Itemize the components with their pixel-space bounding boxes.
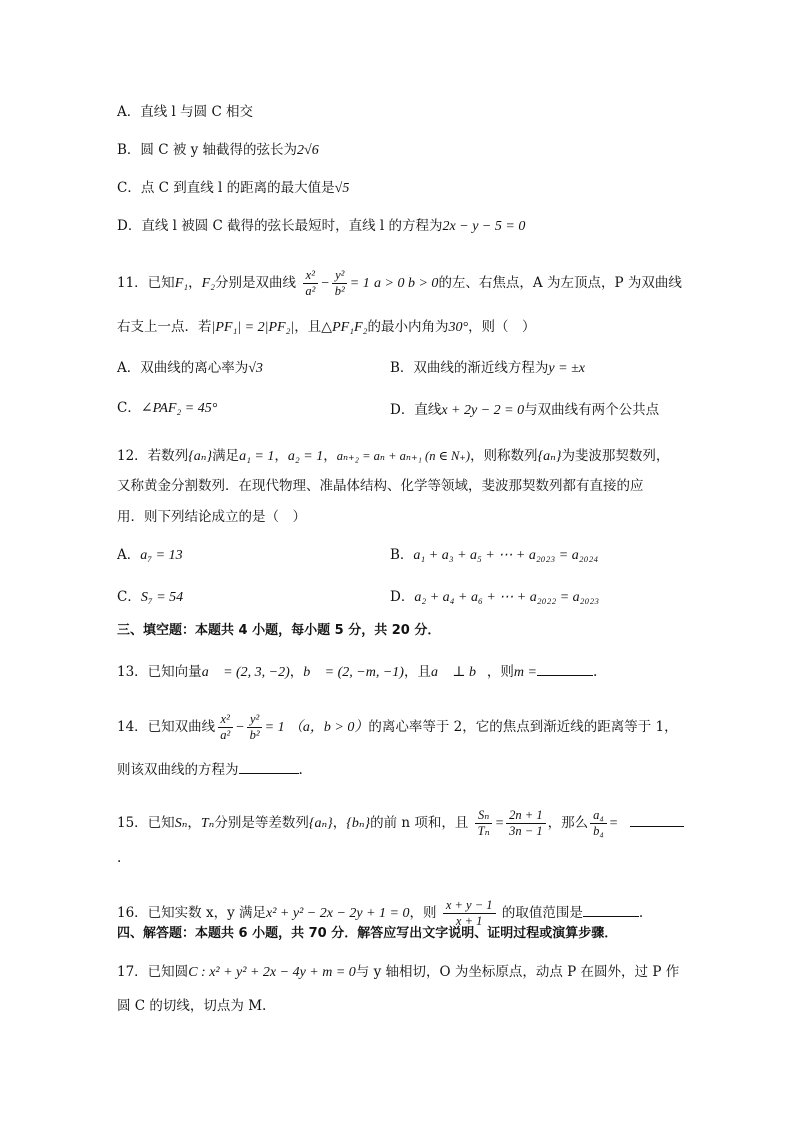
section-3-heading: 三、填空题：本题共 4 小题，每小题 5 分，共 20 分．: [117, 623, 441, 638]
q14-stem-line2: [117, 760, 303, 780]
q12-recurrence: aₙ₊₂ = aₙ + aₙ₊₁ (n ∈ N₊): [336, 449, 471, 463]
q17-text: 圆 C 的切线，切点为 M.: [117, 998, 267, 1014]
q11-text: ，且: [294, 319, 322, 335]
q15-eq: =: [608, 816, 619, 831]
q12-text: ，: [274, 448, 288, 464]
q15-bn: {bₙ}: [346, 816, 371, 831]
q11-option-d-rest: 与双曲线有两个公共点: [524, 402, 660, 418]
q11-option-b-text: B．双曲线的渐近线方程为: [390, 360, 549, 376]
q10-option-a: [117, 102, 253, 122]
q10-option-d-text: D．直线 l 被圆 C 截得的弦长最短时，直线 l 的方程为: [117, 218, 443, 234]
q10-option-c: [117, 178, 349, 199]
q12-text: 又称黄金分割数列．在现代物理、准晶体结构、化学等领域，斐波那契数列都有直接的应: [117, 478, 644, 494]
q11-text: 右支上一点．若: [117, 319, 212, 335]
q17-stem-line2: [117, 996, 266, 1016]
q11-stem-line2: [117, 317, 536, 338]
q14-text: 则该双曲线的方程为: [117, 762, 239, 778]
q14-cond: （a，b > 0）: [288, 720, 369, 735]
q13-m: m =: [513, 665, 537, 680]
q15-text: ，: [187, 815, 201, 831]
q10-option-d-math: 2x − y − 5 = 0: [442, 219, 526, 234]
q15-an: {aₙ}: [308, 816, 333, 831]
q15-trailing-dot: .: [117, 850, 122, 866]
q11-option-d: [390, 400, 659, 421]
q16-text: 的取值范围是: [501, 905, 583, 921]
q10-option-d: [117, 216, 525, 237]
q11-option-b-math: y = ±x: [548, 361, 585, 376]
q17-text: 17．已知圆: [117, 964, 189, 980]
q12-option-c-math: S₇ = 54: [140, 590, 184, 605]
q10-option-a-text: A．直线 l 与圆 C 相交: [117, 104, 254, 120]
q11-text: 的最小内角为: [367, 319, 449, 335]
q16-frac: $\frac{x + y - 1}{x + 1}$: [443, 898, 496, 929]
q12-seq2: {aₙ}: [537, 449, 562, 464]
q17-eq: C : x² + y² + 2x − 4y + m = 0: [188, 965, 356, 980]
q11-triangle: △PF₁F₂: [321, 320, 368, 335]
q11-angle: 30°: [448, 320, 469, 335]
q10-option-c-text: C．点 C 到直线 l 的距离的最大值是: [117, 180, 335, 196]
q12-text: ，则称数列: [470, 448, 538, 464]
q11-option-b: [390, 358, 585, 379]
q11-option-c-math: ∠PAF₂ = 45°: [140, 401, 218, 416]
q16-text: .: [638, 905, 644, 921]
q14-text: .: [298, 762, 303, 778]
q12-option-c-text: C．: [117, 589, 141, 605]
q15-answer-blank[interactable]: [630, 814, 684, 827]
q11-option-a-math: √3: [248, 361, 263, 376]
q15-stem: 15．已知Sₙ，Tₙ分别是等差数列{aₙ}，{bₙ}的前 n 项和，且 $\frac{\text{Sₙ}}{\text{Tₙ}}$ = $\frac{2n + 1}{3n - 1}$ ，那么 $\frac{\text{a₄}}{\text{b₄}}$ =: [117, 808, 684, 839]
q10-option-b-math: 2√6: [297, 143, 319, 158]
q13-vector-b: b⃗ = (2, −m, −1): [303, 665, 404, 680]
q17-text: 与 y 轴相切，O 为坐标原点，动点 P 在圆外，过 P 作: [355, 964, 680, 980]
q12-text: 12．若数列: [117, 448, 189, 464]
q13-answer-blank[interactable]: [537, 663, 593, 676]
q14-stem-line1: 14．已知双曲线 $\frac{\text{x²}}{\text{a²}}$ − $\frac{\text{y²}}{\text{b²}}$ = 1 （a，b > 0）的离心率等于 2，它的焦点到渐近线的距离等于 1，: [117, 712, 678, 742]
q11-text: 分别是双曲线: [215, 275, 297, 291]
q11-text: 11．已知: [117, 275, 175, 291]
q14-answer-blank[interactable]: [239, 761, 299, 774]
q12-option-c: [117, 587, 183, 608]
q15-s: Sₙ: [174, 816, 188, 831]
q14-frac-y: $\frac{\text{y²}}{\text{b²}}$: [247, 712, 263, 743]
q13-perp: a⃗ ⊥ b⃗: [430, 665, 487, 680]
q11-cond2: |PF₁| = 2|PF₂|: [211, 320, 295, 335]
q13-text: .: [592, 664, 598, 680]
q11-text: ，: [188, 275, 202, 291]
q15-text: 的前 n 项和，且: [370, 815, 469, 831]
q12-stem-line2: [117, 476, 644, 496]
q12-option-b: [390, 545, 598, 566]
q12-option-a-text: A．: [117, 547, 141, 563]
q11-f1: F₁: [174, 276, 189, 291]
q14-frac-x: $\frac{\text{x²}}{\text{a²}}$: [217, 712, 233, 743]
q13-text: ，且: [403, 664, 431, 680]
q12-option-d-text: D．: [390, 589, 415, 605]
q12-stem-line3: [117, 507, 306, 527]
q14-text: 14．已知双曲线: [117, 719, 216, 735]
q10-option-b-text: B．圆 C 被 y 轴截得的弦长为: [117, 142, 298, 158]
q11-cond: a > 0 b > 0: [374, 276, 439, 291]
q15-frac-st: $\frac{\text{Sₙ}}{\text{Tₙ}}$: [475, 808, 493, 839]
q10-option-c-math: √5: [334, 181, 350, 196]
q15-text: ，: [332, 815, 347, 831]
q13-stem: [117, 662, 597, 683]
q11-option-c-text: C．: [117, 400, 141, 416]
q16-eq: x² + y² − 2x − 2y + 1 = 0: [266, 906, 410, 921]
q11-option-c: [117, 398, 217, 419]
q16-text: 16．已知实数 x，y 满足: [117, 905, 267, 921]
q15-text: 分别是等差数列: [214, 815, 309, 831]
section-4-heading: 四、解答题：本题共 6 小题，共 70 分．解答应写出文字说明、证明过程或演算步骤．: [117, 926, 618, 941]
q11-option-a: [117, 358, 263, 379]
q15-text: ，那么: [547, 815, 589, 831]
q12-a2: a₂ = 1: [287, 449, 324, 464]
q15-frac-n: $\frac{2n + 1}{3n - 1}$: [506, 808, 545, 839]
q12-option-b-math: a₁ + a₃ + a₅ + ⋯ + a₂₀₂₃ = a₂₀₂₄: [413, 548, 599, 563]
q10-option-b: [117, 140, 319, 161]
q11-stem-line1: 11．已知F₁，F₂分别是双曲线 $\frac{\text{x²}}{\text{a²}}$ − $\frac{\text{y²}}{\text{b²}}$ = 1 a > 0 b > 0的左、右焦点，A 为左顶点，P 为双曲线: [117, 268, 682, 298]
q11-frac-x: $\frac{\text{x²}}{\text{a²}}$: [302, 268, 318, 299]
q13-vector-a: a⃗ = (2, 3, −2): [201, 665, 290, 680]
q12-option-a: [117, 545, 183, 566]
q11-eq: = 1: [349, 276, 370, 291]
q13-text: 13．已知向量: [117, 664, 202, 680]
q12-option-d-math: a₂ + a₄ + a₆ + ⋯ + a₂₀₂₂ = a₂₀₂₃: [414, 590, 600, 605]
q12-option-d: [390, 587, 599, 608]
q12-seq: {aₙ}: [188, 449, 213, 464]
q13-text: ，则: [486, 664, 514, 680]
q12-text: 用．则下列结论成立的是（ ）: [117, 509, 306, 525]
q15-text: 15．已知: [117, 815, 175, 831]
q13-text: ，: [289, 664, 304, 680]
q11-text: 的左、右焦点，A 为左顶点，P 为双曲线: [438, 275, 682, 291]
q12-text: 为斐波那契数列，: [561, 448, 670, 464]
q11-text: ，则（ ）: [468, 319, 536, 335]
q16-answer-blank[interactable]: [583, 904, 639, 917]
q14-text: 的离心率等于 2，它的焦点到渐近线的距离等于 1，: [368, 719, 678, 735]
q12-option-b-text: B．: [390, 547, 414, 563]
q12-text: ，: [323, 448, 337, 464]
q17-stem-line1: [117, 962, 679, 983]
q15-frac-ab: $\frac{\text{a₄}}{\text{b₄}}$: [590, 808, 607, 839]
q11-option-a-text: A．双曲线的离心率为: [117, 360, 249, 376]
q12-stem-line1: [117, 446, 669, 467]
q14-eq: = 1: [264, 720, 285, 735]
q11-f2: F₂: [201, 276, 216, 291]
q16-text: ，则: [409, 905, 437, 921]
q11-option-d-math: x + 2y − 2 = 0: [441, 403, 525, 418]
q12-a1: a₁ = 1: [239, 449, 275, 464]
q11-option-d-text: D．直线: [390, 402, 442, 418]
q12-option-a-math: a₇ = 13: [140, 548, 183, 563]
q12-text: 满足: [212, 448, 240, 464]
q15-t: Tₙ: [200, 816, 215, 831]
q11-frac-y: $\frac{\text{y²}}{\text{b²}}$: [332, 268, 348, 299]
